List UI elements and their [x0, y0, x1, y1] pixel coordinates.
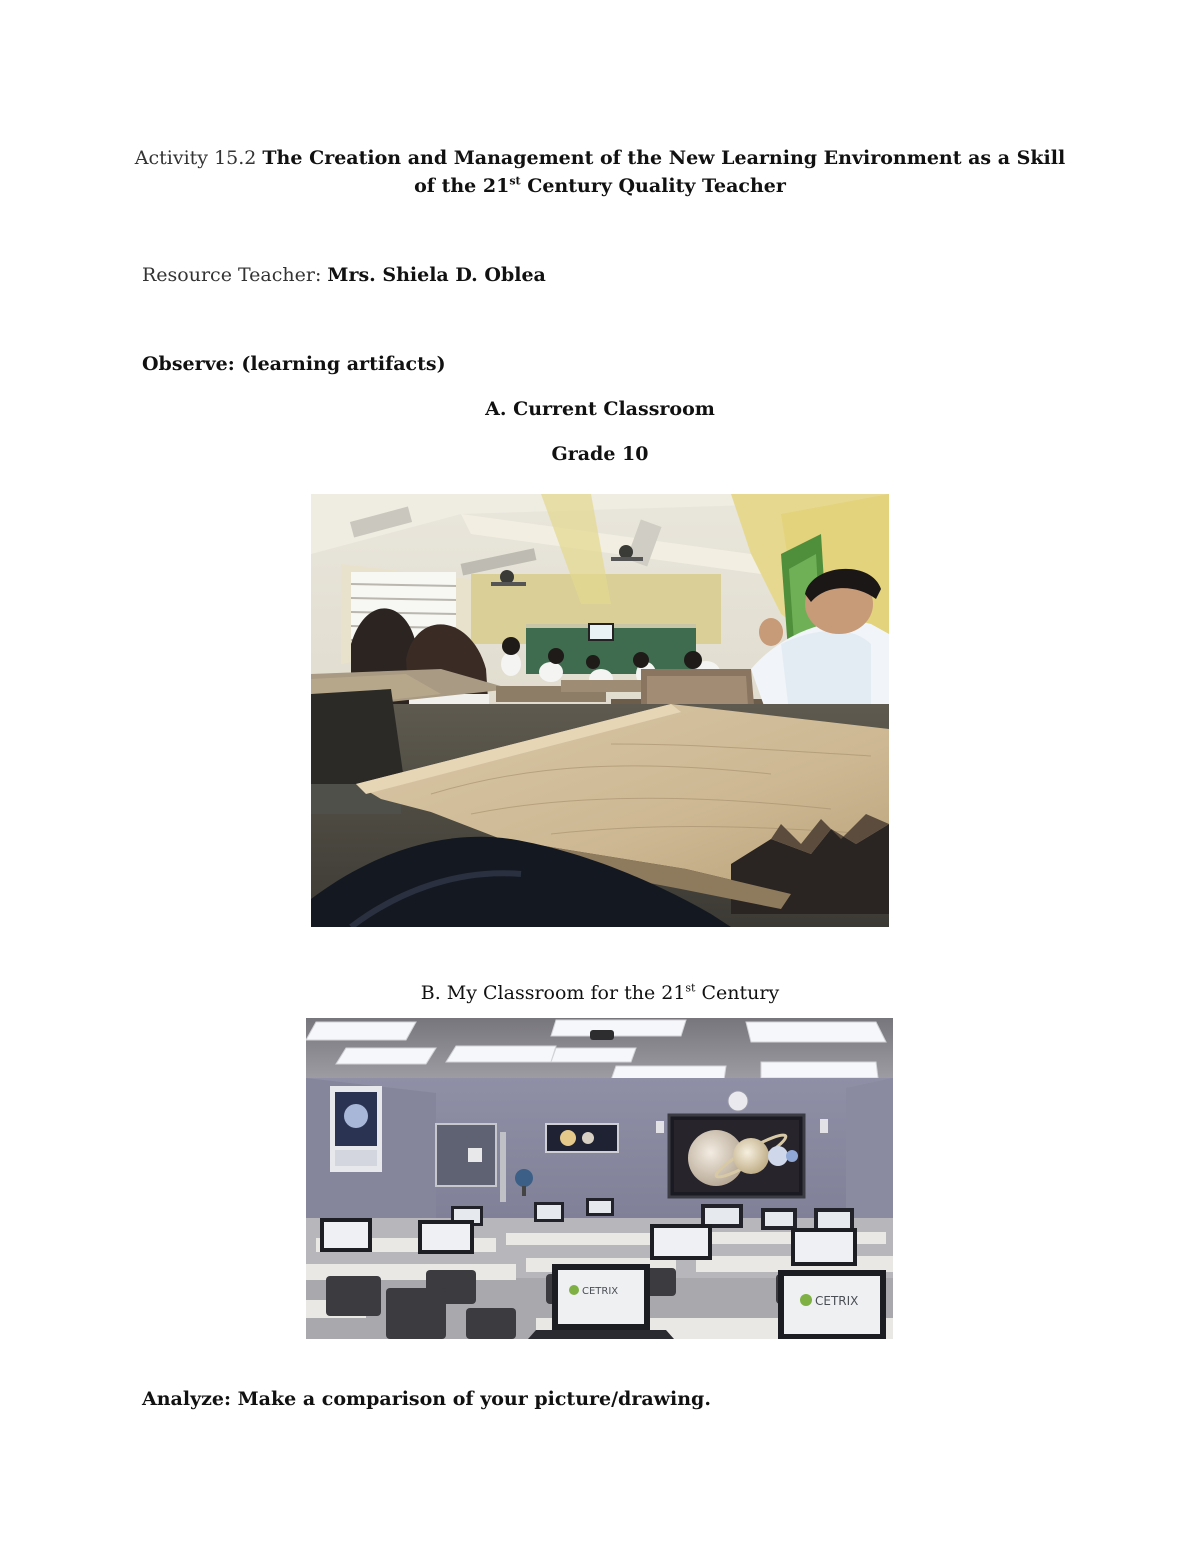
- section-b-superscript: st: [685, 981, 696, 995]
- current-classroom-illustration: [311, 494, 889, 927]
- resource-teacher-label: Resource Teacher:: [142, 264, 328, 286]
- section-b-heading-end: Century: [695, 982, 780, 1004]
- section-b-heading-start: B. My Classroom for the 21: [420, 982, 686, 1004]
- title-prefix: Activity 15.2: [134, 147, 263, 169]
- current-classroom-photo: [311, 494, 889, 927]
- resource-teacher-line: [142, 262, 546, 288]
- resource-teacher-name: Mrs. Shiela D. Oblea: [327, 264, 546, 286]
- title-line2-start: of the 21: [414, 175, 510, 197]
- laptop-brand-front-left: CETRIX: [582, 1286, 619, 1297]
- future-classroom-illustration: [306, 1018, 893, 1339]
- section-b-heading: [0, 980, 1200, 1006]
- observe-heading: Observe: (learning artifacts): [142, 353, 446, 375]
- section-a-heading: A. Current Classroom: [485, 398, 715, 420]
- grade-label: Grade 10: [551, 443, 649, 465]
- title-line1: The Creation and Management of the New Learning Environment as a Skill: [262, 147, 1066, 169]
- laptop-brand-front-right: CETRIX: [815, 1294, 859, 1308]
- analyze-prompt: Analyze: Make a comparison of your picture/drawing.: [142, 1388, 711, 1410]
- title-line2-end: Century Quality Teacher: [520, 175, 786, 197]
- document-title: [100, 144, 1100, 200]
- title-superscript: st: [509, 174, 521, 188]
- future-classroom-photo: [306, 1018, 893, 1339]
